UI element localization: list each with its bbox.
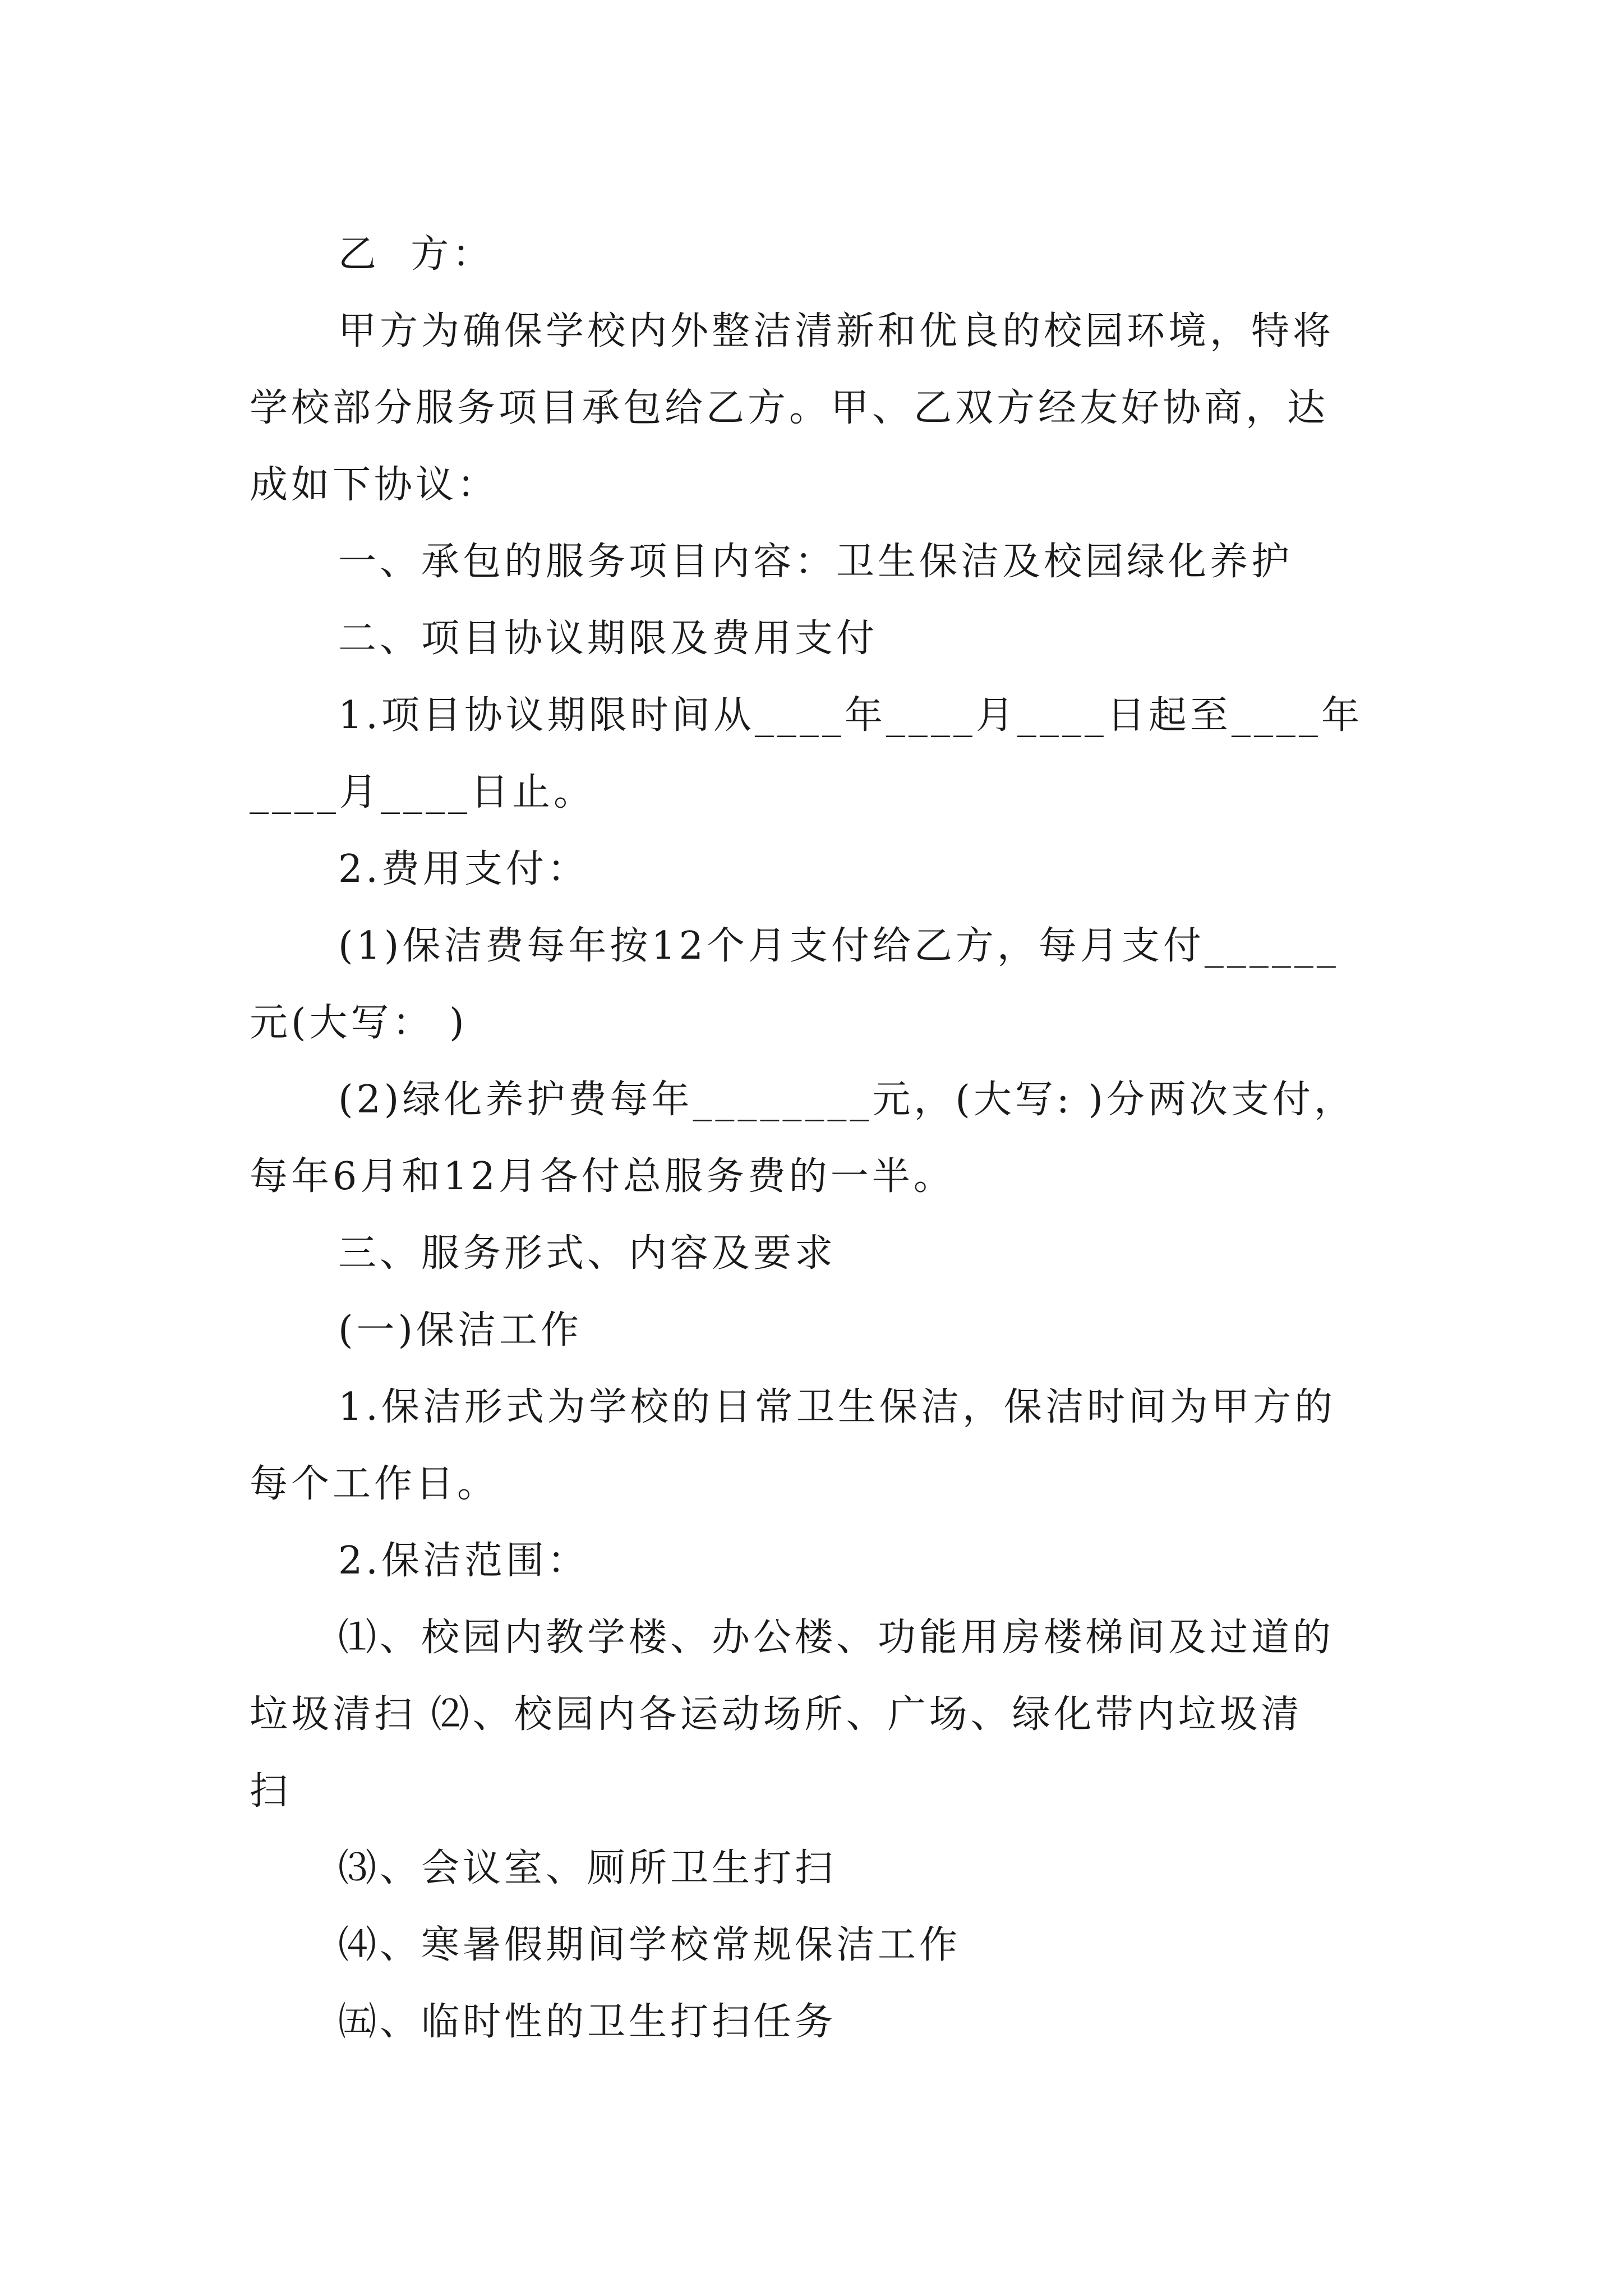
list-item: 垃圾清扫 ⑵、校园内各运动场所、广场、绿化带内垃圾清 <box>250 1692 1303 1737</box>
list-item: ⑶、会议室、厕所卫生打扫 <box>338 1846 837 1890</box>
clause-line: 1.项目协议期限时间从____年____月____日起至____年 <box>338 693 1363 738</box>
document-body <box>250 216 1394 2060</box>
list-item: ㈤、临时性的卫生打扫任务 <box>338 2000 837 2044</box>
list-item: ⑷、寒暑假期间学校常规保洁工作 <box>338 1923 961 1967</box>
preamble-line: 成如下协议： <box>250 463 499 507</box>
preamble-line: 学校部分服务项目承包给乙方。甲、乙双方经友好协商，达 <box>250 386 1329 430</box>
list-item: ⑴、校园内教学楼、办公楼、功能用房楼梯间及过道的 <box>338 1616 1335 1660</box>
clause-line: 1.保洁形式为学校的日常卫生保洁，保洁时间为甲方的 <box>338 1385 1336 1429</box>
list-item: 扫 <box>250 1769 292 1814</box>
party-b-line: 乙 方： <box>338 232 494 277</box>
clause-line: 2.费用支付： <box>338 847 589 891</box>
clause-line: 每年6月和12月各付总服务费的一半。 <box>250 1154 955 1199</box>
clause-line: (2)绿化养护费每年________元，(大写: )分两次支付， <box>338 1078 1355 1122</box>
section-heading: 一、承包的服务项目内容：卫生保洁及校园绿化养护 <box>338 540 1293 584</box>
section-heading: 二、项目协议期限及费用支付 <box>338 616 878 661</box>
section-heading: 三、服务形式、内容及要求 <box>338 1231 837 1276</box>
clause-line: ____月____日止。 <box>250 770 596 815</box>
clause-line: 元(大写： ) <box>250 1001 468 1045</box>
clause-line: (1)保洁费每年按12个月支付给乙方，每月支付______ <box>338 924 1339 968</box>
preamble-line: 甲方为确保学校内外整洁清新和优良的校园环境，特将 <box>338 309 1335 353</box>
clause-line: 每个工作日。 <box>250 1462 499 1506</box>
clause-line: 2.保洁范围： <box>338 1539 589 1583</box>
subsection-heading: (一)保洁工作 <box>338 1308 583 1352</box>
